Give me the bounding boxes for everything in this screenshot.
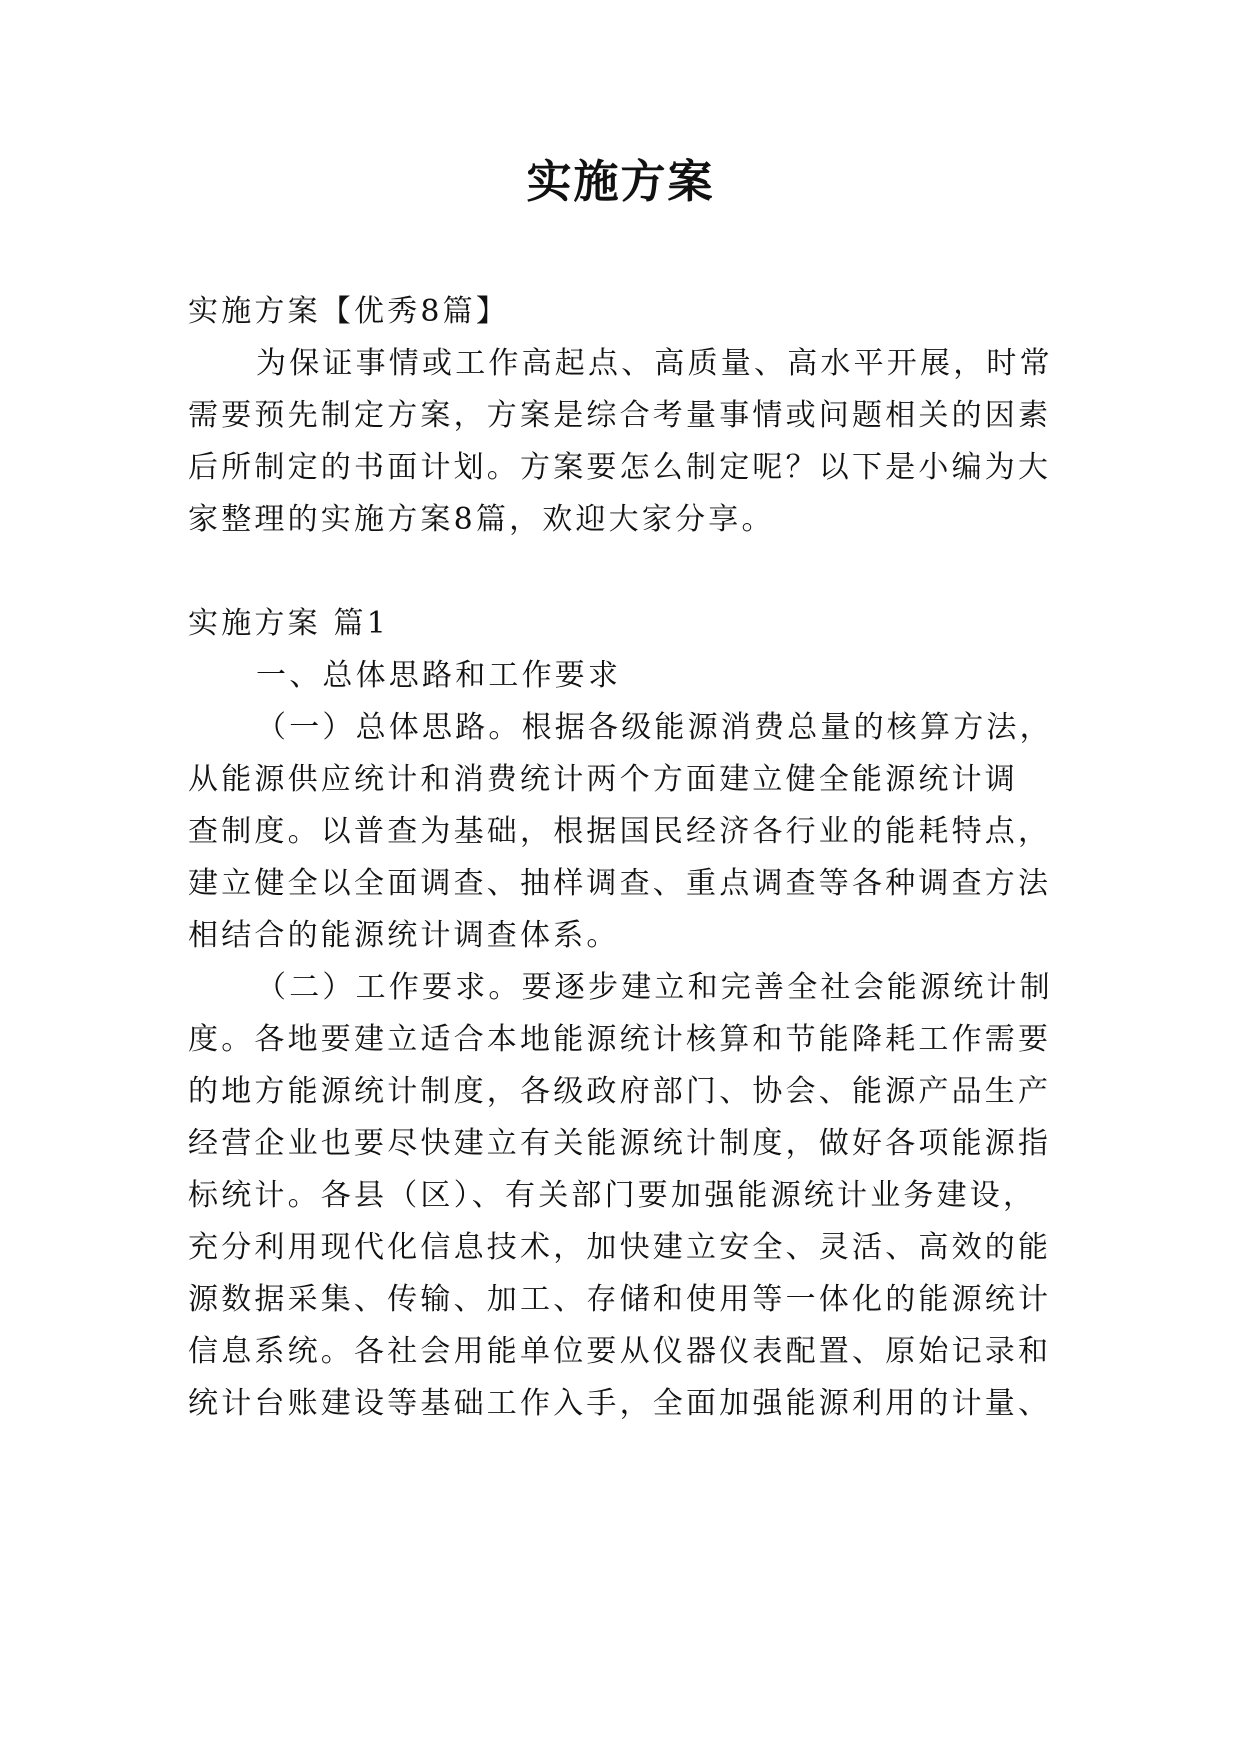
- paragraph-line: （一）总体思路。根据各级能源消费总量的核算方法，: [256, 710, 1053, 745]
- intro-line: 需要预先制定方案，方案是综合考量事情或问题相关的因素: [188, 398, 1052, 433]
- paragraph-line: 统计台账建设等基础工作入手，全面加强能源利用的计量、: [188, 1386, 1052, 1421]
- document-title: 实施方案: [526, 155, 715, 208]
- paragraph-line: 建立健全以全面调查、抽样调查、重点调查等各种调查方法: [188, 866, 1052, 901]
- paragraph-line: （二）工作要求。要逐步建立和完善全社会能源统计制: [256, 970, 1053, 1005]
- paragraph-line: 从能源供应统计和消费统计两个方面建立健全能源统计调: [188, 762, 1018, 797]
- intro-line: 后所制定的书面计划。方案要怎么制定呢？以下是小编为大: [188, 450, 1052, 485]
- paragraph-line: 查制度。以普查为基础，根据国民经济各行业的能耗特点，: [188, 814, 1052, 849]
- section-heading: 实施方案 篇1: [188, 606, 390, 641]
- document-body: [188, 286, 1058, 1430]
- paragraph-line: 信息系统。各社会用能单位要从仪器仪表配置、原始记录和: [188, 1334, 1052, 1369]
- paragraph-spacer: [188, 546, 1058, 598]
- paragraph-line: 相结合的能源统计调查体系。: [188, 918, 620, 953]
- paragraph-line: 标统计。各县（区）、有关部门要加强能源统计业务建设，: [188, 1178, 1037, 1213]
- paragraph-line: 度。各地要建立适合本地能源统计核算和节能降耗工作需要: [188, 1022, 1052, 1057]
- paragraph-line: 的地方能源统计制度，各级政府部门、协会、能源产品生产: [188, 1074, 1052, 1109]
- paragraph-line: 经营企业也要尽快建立有关能源统计制度，做好各项能源指: [188, 1126, 1052, 1161]
- intro-line: 为保证事情或工作高起点、高质量、高水平开展，时常: [256, 346, 1053, 381]
- intro-paragraph: [188, 338, 1058, 546]
- document-subtitle: 实施方案【优秀8篇】: [188, 294, 510, 329]
- item-heading: 一、总体思路和工作要求: [256, 658, 622, 693]
- overall-approach-paragraph: [188, 702, 1058, 962]
- intro-line: 家整理的实施方案8篇，欢迎大家分享。: [188, 502, 775, 537]
- paragraph-line: 源数据采集、传输、加工、存储和使用等一体化的能源统计: [188, 1282, 1052, 1317]
- paragraph-line: 充分利用现代化信息技术，加快建立安全、灵活、高效的能: [188, 1230, 1052, 1265]
- work-requirements-paragraph: [188, 962, 1058, 1430]
